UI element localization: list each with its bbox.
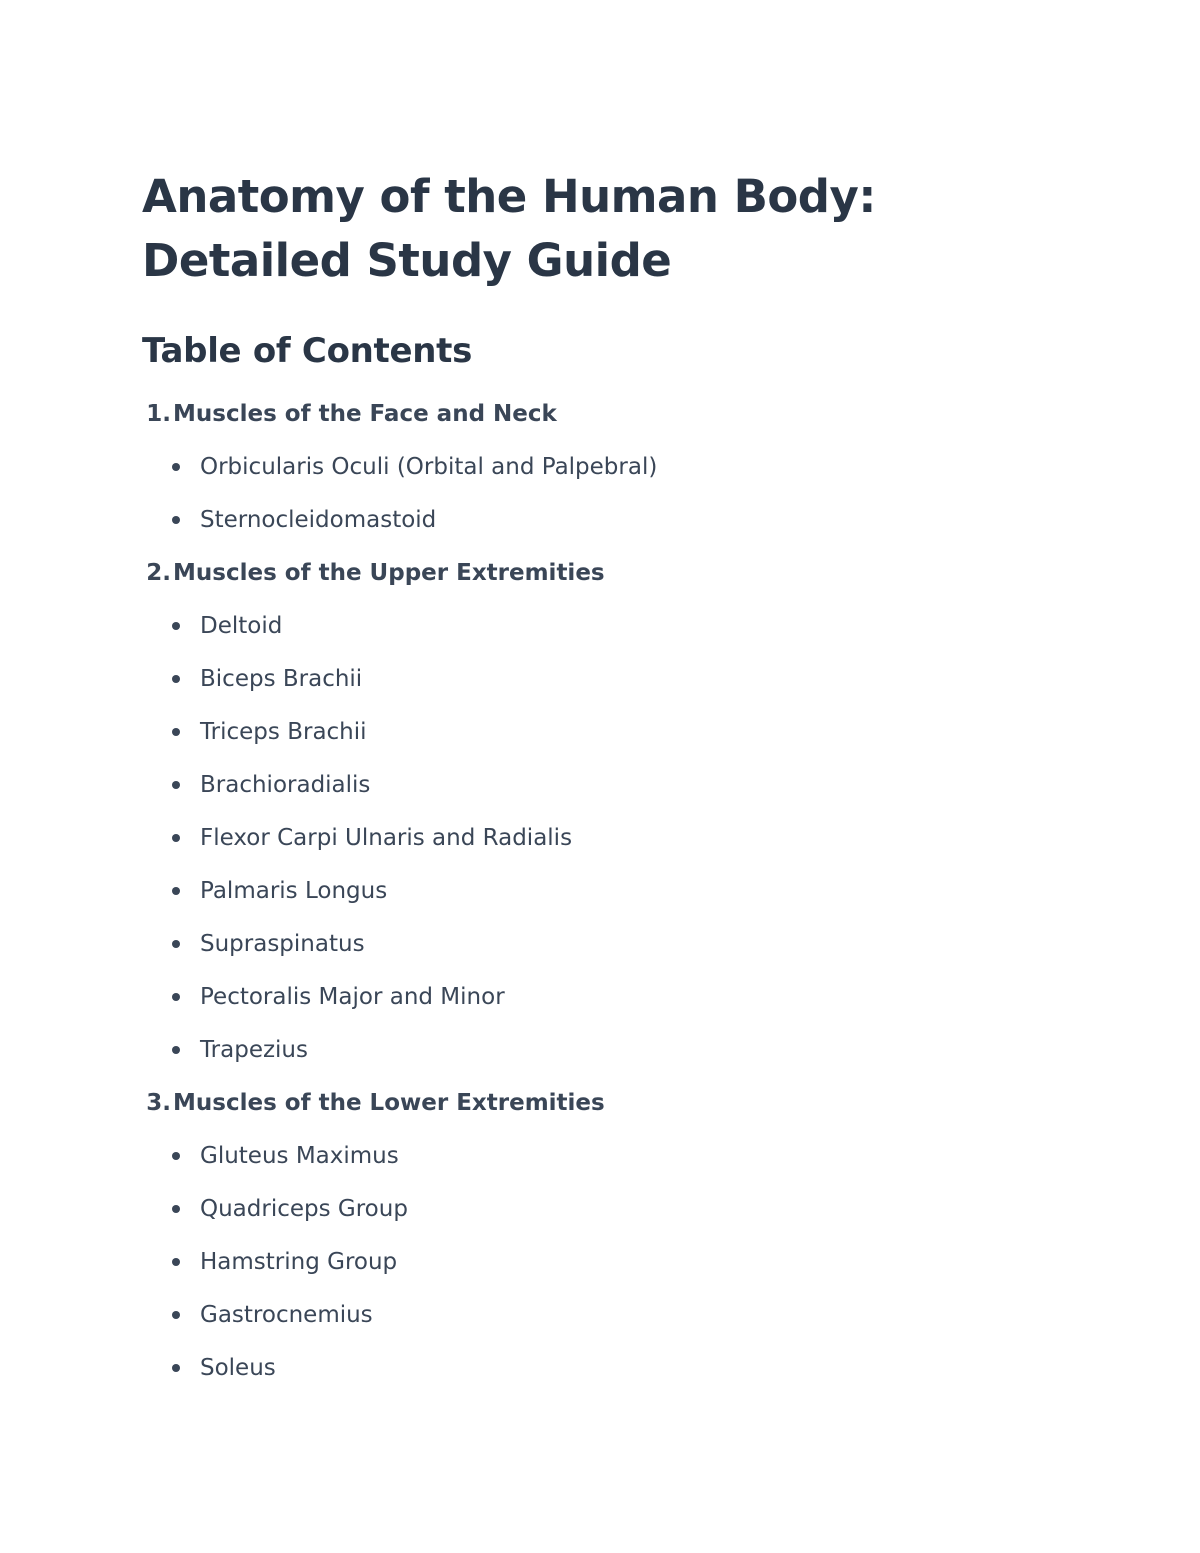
toc-subitem xyxy=(142,611,1062,664)
toc-subitem-label: Orbicularis Oculi (Orbital and Palpebral) xyxy=(200,454,658,480)
toc-subitem xyxy=(142,505,1062,558)
toc-subitem xyxy=(142,1035,1062,1088)
toc-section-heading xyxy=(142,399,1062,452)
toc-section-number: 3. xyxy=(146,1090,171,1116)
toc-section-number: 1. xyxy=(146,401,171,427)
toc-subitem-label: Supraspinatus xyxy=(200,931,365,957)
toc-subitem xyxy=(142,929,1062,982)
bullet-icon xyxy=(172,993,180,1001)
toc-subitem-list xyxy=(142,611,1062,1088)
toc-heading: Table of Contents xyxy=(142,331,473,371)
bullet-icon xyxy=(172,1258,180,1266)
bullet-icon xyxy=(172,940,180,948)
toc-subitem-label: Brachioradialis xyxy=(200,772,371,798)
bullet-icon xyxy=(172,516,180,524)
toc-subitem-label: Gluteus Maximus xyxy=(200,1143,399,1169)
bullet-icon xyxy=(172,1205,180,1213)
toc-section-label: Muscles of the Upper Extremities xyxy=(173,560,605,586)
toc-subitem-list xyxy=(142,1141,1062,1406)
document-title: Anatomy of the Human Body: Detailed Study Guide xyxy=(142,170,876,287)
toc-subitem-label: Palmaris Longus xyxy=(200,878,388,904)
toc-section xyxy=(142,558,1062,1088)
toc-subitem-label: Pectoralis Major and Minor xyxy=(200,984,505,1010)
toc-subitem-label: Deltoid xyxy=(200,613,283,639)
toc-subitem xyxy=(142,664,1062,717)
toc-subitem xyxy=(142,823,1062,876)
bullet-icon xyxy=(172,1311,180,1319)
bullet-icon xyxy=(172,1152,180,1160)
toc-subitem xyxy=(142,452,1062,505)
toc-subitem-list xyxy=(142,452,1062,558)
toc-subitem-label: Trapezius xyxy=(200,1037,308,1063)
bullet-icon xyxy=(172,1364,180,1372)
toc-subitem xyxy=(142,1141,1062,1194)
bullet-icon xyxy=(172,834,180,842)
bullet-icon xyxy=(172,622,180,630)
toc-subitem-label: Biceps Brachii xyxy=(200,666,363,692)
toc-section-heading xyxy=(142,558,1062,611)
bullet-icon xyxy=(172,887,180,895)
bullet-icon xyxy=(172,463,180,471)
bullet-icon xyxy=(172,781,180,789)
bullet-icon xyxy=(172,675,180,683)
toc-subitem xyxy=(142,717,1062,770)
toc-section-heading xyxy=(142,1088,1062,1141)
toc-subitem xyxy=(142,1247,1062,1300)
toc-subitem-label: Flexor Carpi Ulnaris and Radialis xyxy=(200,825,573,851)
table-of-contents xyxy=(142,399,1062,1406)
bullet-icon xyxy=(172,1046,180,1054)
toc-subitem xyxy=(142,1300,1062,1353)
toc-subitem xyxy=(142,770,1062,823)
toc-subitem-label: Soleus xyxy=(200,1355,276,1381)
toc-section xyxy=(142,399,1062,558)
toc-subitem-label: Triceps Brachii xyxy=(200,719,367,745)
toc-subitem-label: Gastrocnemius xyxy=(200,1302,373,1328)
toc-subitem-label: Quadriceps Group xyxy=(200,1196,408,1222)
bullet-icon xyxy=(172,728,180,736)
toc-subitem xyxy=(142,876,1062,929)
toc-subitem xyxy=(142,982,1062,1035)
toc-subitem xyxy=(142,1353,1062,1406)
toc-section-number: 2. xyxy=(146,560,171,586)
toc-section xyxy=(142,1088,1062,1406)
toc-section-label: Muscles of the Face and Neck xyxy=(173,401,557,427)
document-page xyxy=(142,165,1062,1406)
toc-subitem-label: Hamstring Group xyxy=(200,1249,398,1275)
toc-subitem-label: Sternocleidomastoid xyxy=(200,507,437,533)
toc-section-label: Muscles of the Lower Extremities xyxy=(173,1090,605,1116)
toc-subitem xyxy=(142,1194,1062,1247)
